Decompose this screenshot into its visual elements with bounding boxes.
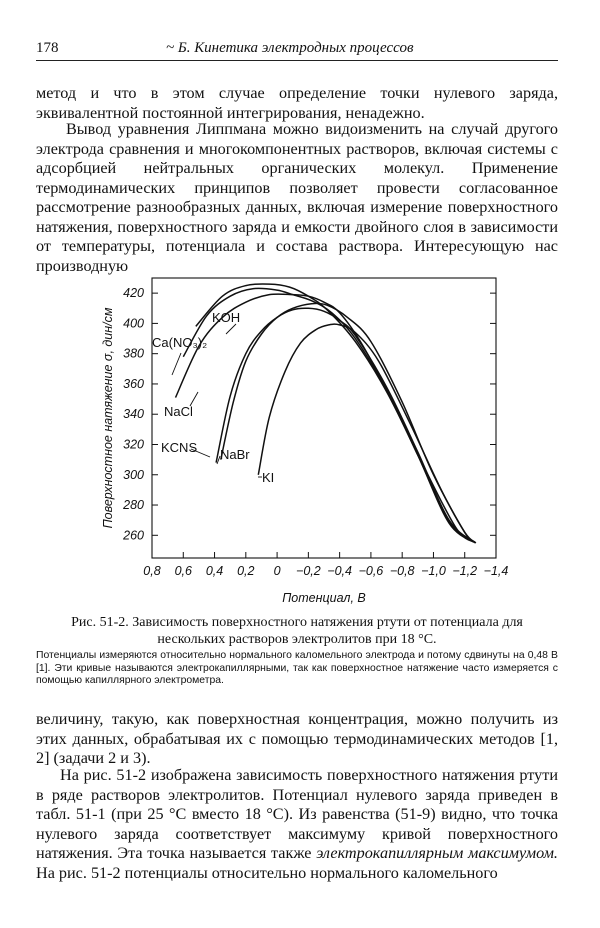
x-tick-label: −0,8 xyxy=(389,564,415,578)
y-tick-label: 320 xyxy=(123,437,144,452)
x-tick-label: −0,4 xyxy=(327,564,352,578)
y-tick-label: 280 xyxy=(123,498,144,513)
x-tick-label: −0,2 xyxy=(296,564,321,578)
series-label-nabr: NaBr xyxy=(220,447,250,462)
chart-series-labels xyxy=(152,310,274,485)
paragraph-2 xyxy=(36,120,558,276)
y-axis-title: Поверхностное натяжение σ, дин/см xyxy=(101,307,115,529)
curve-ca-no3-2 xyxy=(183,288,475,543)
series-label-koh: KOH xyxy=(212,310,241,325)
x-tick-label: 0 xyxy=(273,564,281,578)
paragraph-4-start: На рис. 51-2 изображена зависимость поверхностного натяжения ртути в ряде растворов электролитов. Потенциал нулевого заряда приведен в табл. 51-1 (при 25 °С вместо 18 °С). Из равенства (51-9) видно, что точка нулевого заряда соответствует максимуму кривой поверхностного натяжения. Эта точка называется также xyxy=(36,766,558,862)
leader-ca-no3-2 xyxy=(172,353,181,375)
paragraph-4 xyxy=(36,766,558,883)
figure-caption: Рис. 51-2. Зависимость поверхностного натяжения ртути от потенциала для нескольких растворов электролитов при 18 °С. xyxy=(71,615,523,647)
y-tick-label: 380 xyxy=(123,346,144,361)
paragraph-4-end: На рис. 51-2 потенциалы относительно нормального каломельного xyxy=(36,863,498,882)
paragraph-3-text: величину, такую, как поверхностная концентрация, можно получить из этих данных, обрабатывая их с помощью термодинамических методов [1, 2] (задачи 2 и 3). xyxy=(36,710,558,767)
curve-nacl xyxy=(176,294,476,543)
y-tick-label: 420 xyxy=(123,286,144,301)
x-axis-title: Потенциал, В xyxy=(282,591,366,605)
page-header xyxy=(36,38,558,61)
electrocapillary-chart xyxy=(36,270,558,610)
paragraph-1-text: метод и что в этом случае определение точки нулевого заряда, эквивалентной постоянной интегрирования, ненадежно. xyxy=(36,84,558,122)
x-tick-label: −1,0 xyxy=(421,564,446,578)
series-label-nacl: NaCl xyxy=(164,404,193,419)
y-tick-label: 360 xyxy=(123,376,144,391)
paragraph-4-term: электрокапиллярным максимумом. xyxy=(316,844,558,862)
series-label-ki: KI xyxy=(262,470,275,485)
x-tick-label: 0,4 xyxy=(205,564,224,578)
paragraph-4-text xyxy=(36,766,558,883)
leader-koh xyxy=(226,324,236,334)
y-tick-label: 260 xyxy=(123,528,144,543)
x-tick-label: −0,6 xyxy=(358,564,384,578)
figure-note: Потенциалы измеряются относительно нормального каломельного электрода и потому сдвинуты на 0,48 В [1]. Эти кривые называются электрокапиллярными, так как поверхностное натяжение часто измеряется с помощью капиллярного электрометра. xyxy=(36,650,558,686)
running-head: ~ Б. Кинетика электродных процессов xyxy=(166,40,414,56)
x-tick-label: 0,2 xyxy=(237,564,255,578)
y-tick-label: 400 xyxy=(123,316,144,331)
paragraph-3 xyxy=(36,710,558,769)
curve-nabr xyxy=(221,303,476,543)
y-tick-label: 340 xyxy=(123,407,144,422)
paragraph-2-text: Вывод уравнения Липпмана можно видоизменить на случай другого электрода сравнения и многокомпонентных растворов, включая системы с адсорбцией нейтральных органических молекул. Применение термодинамических принципов позволяет провести согласованное рассмотрение разнообразных данных, включая измерение поверхностного натяжения, поверхностного заряда и емкости двойного слоя в зависимости от температуры, потенциала и состава раствора. Интересующую нас производную xyxy=(36,120,558,275)
x-tick-label: −1,2 xyxy=(452,564,478,578)
leader-nacl xyxy=(190,392,198,406)
x-tick-label: −1,4 xyxy=(483,564,509,578)
series-label-ca-no3-2: Ca(NO₃)₂ xyxy=(152,335,208,350)
paragraph-1 xyxy=(36,84,558,123)
page-number: 178 xyxy=(36,40,59,56)
x-tick-label: 0,8 xyxy=(143,564,161,578)
y-tick-label: 300 xyxy=(123,467,144,482)
x-tick-label: 0,6 xyxy=(174,564,192,578)
series-label-kcns: KCNS xyxy=(161,440,198,455)
